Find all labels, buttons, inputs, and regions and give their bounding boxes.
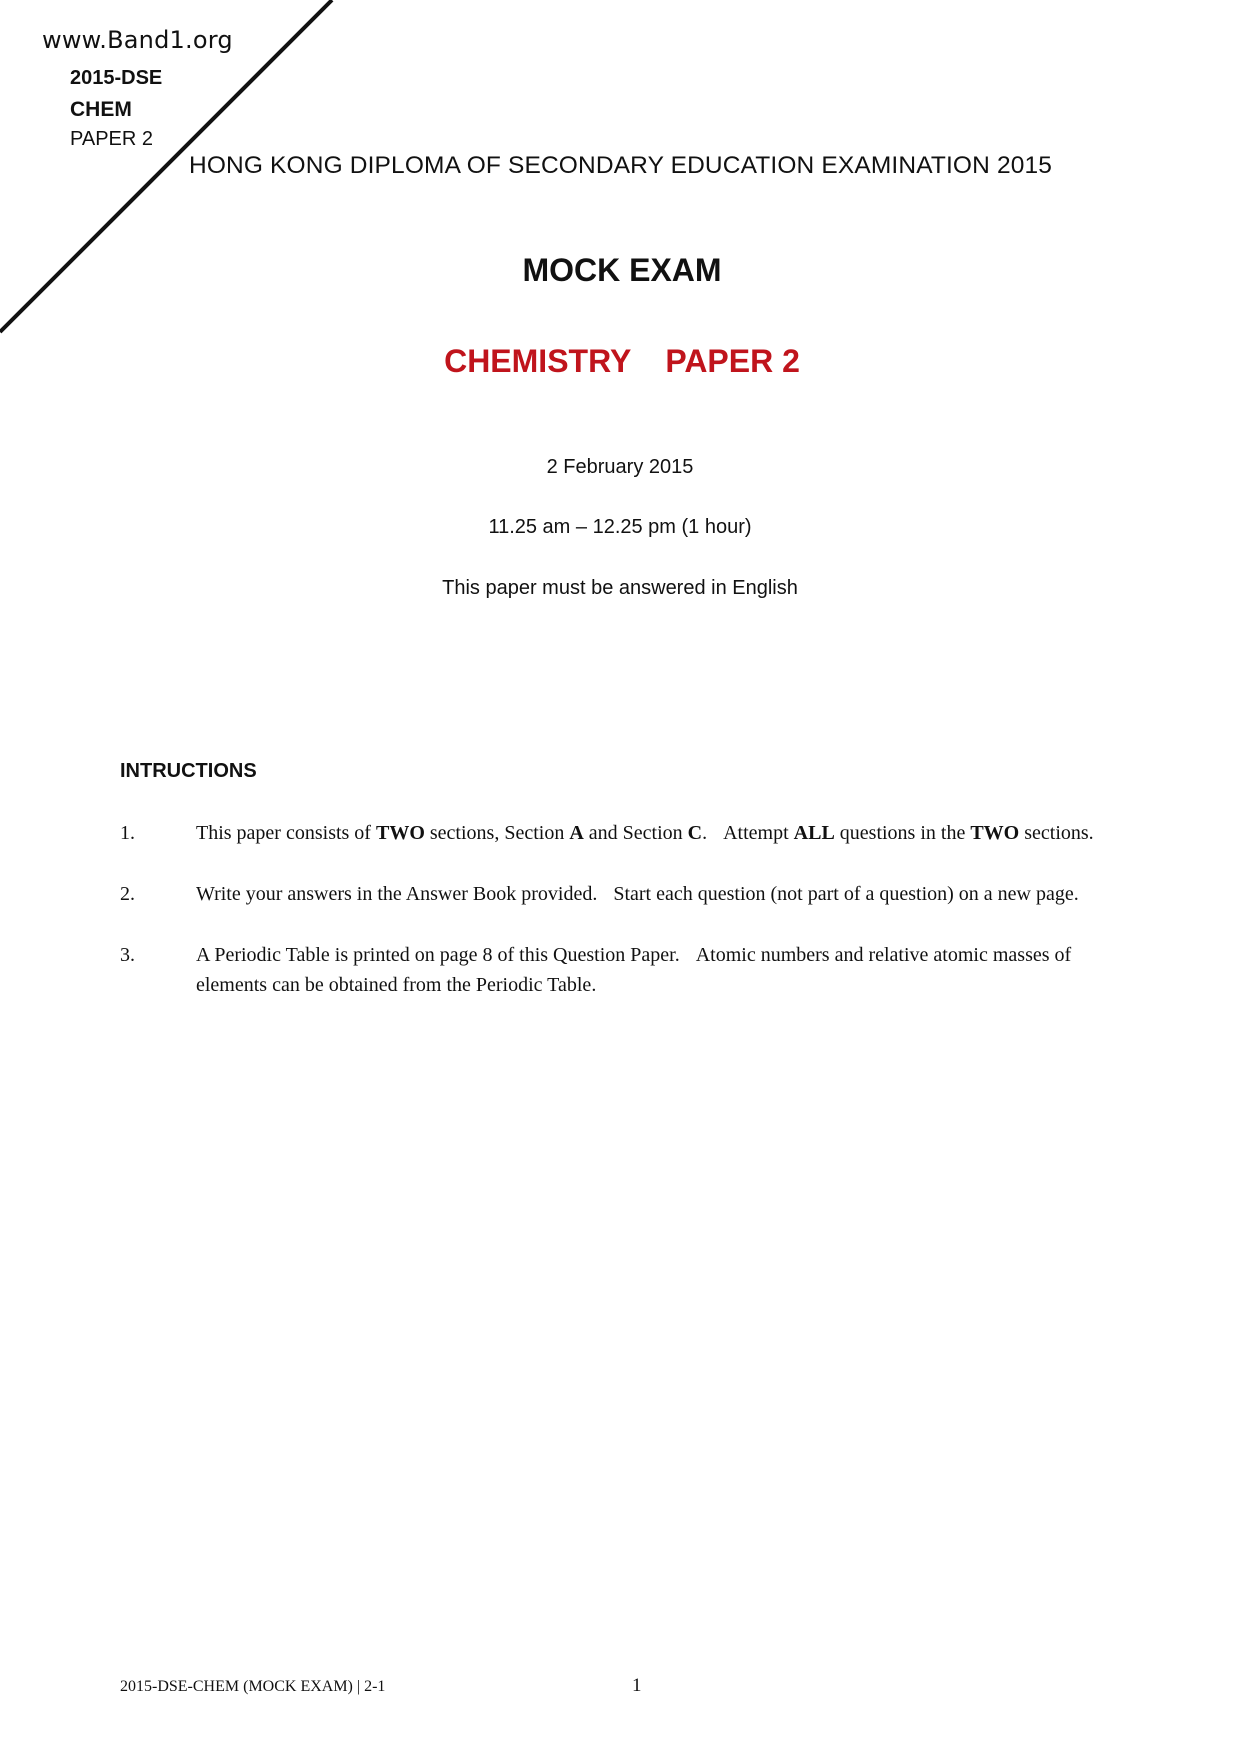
emphasis: TWO [970, 822, 1020, 844]
paper-name: PAPER 2 [665, 343, 800, 379]
page-number: 1 [632, 1675, 642, 1696]
emphasis: TWO [375, 822, 425, 844]
text-run: Start each question (not part of a question) on a new page. [613, 883, 1079, 905]
emphasis: A [569, 822, 584, 844]
exam-title: HONG KONG DIPLOMA OF SECONDARY EDUCATION EXAMINATION 2015 [189, 152, 1053, 179]
text-run: and Section [583, 822, 688, 844]
instruction-number: 3. [120, 944, 135, 966]
text-run: Atomic numbers and relative atomic masses of [695, 944, 1072, 966]
instruction-number: 2. [120, 883, 135, 905]
instruction-text [196, 818, 1206, 848]
subject-paper-title [0, 343, 1240, 380]
instruction-text [196, 879, 1206, 909]
corner-tag-year: 2015-DSE [70, 67, 163, 89]
text-run: elements can be obtained from the Periodic Table. [196, 974, 597, 996]
language-note: This paper must be answered in English [442, 577, 798, 599]
mock-exam-title: MOCK EXAM [522, 252, 722, 288]
exam-date: 2 February 2015 [546, 456, 694, 478]
corner-tag-subject: CHEM [70, 98, 132, 121]
text-run: A Periodic Table is printed on page 8 of this Question Paper. [196, 944, 680, 966]
instructions-heading: INTRUCTIONS [120, 760, 257, 782]
subject-name: CHEMISTRY [444, 343, 632, 379]
corner-tag-paper: PAPER 2 [70, 128, 153, 150]
text-run: questions in the [834, 822, 971, 844]
text-run: . [702, 822, 708, 844]
footer-paper-code: 2015-DSE-CHEM (MOCK EXAM) | 2-1 [120, 1678, 386, 1695]
watermark-url: www.Band1.org [42, 26, 233, 54]
text-run: sections, Section [424, 822, 570, 844]
text-run: sections. [1019, 822, 1094, 844]
emphasis: C [687, 822, 703, 844]
instruction-number: 1. [120, 822, 135, 844]
text-run: Attempt [723, 822, 794, 844]
text-run: This paper consists of [196, 822, 376, 844]
emphasis: ALL [793, 822, 835, 844]
exam-time: 11.25 am – 12.25 pm (1 hour) [488, 516, 752, 538]
instruction-text [196, 940, 1206, 1000]
text-run: Write your answers in the Answer Book provided. [196, 883, 598, 905]
